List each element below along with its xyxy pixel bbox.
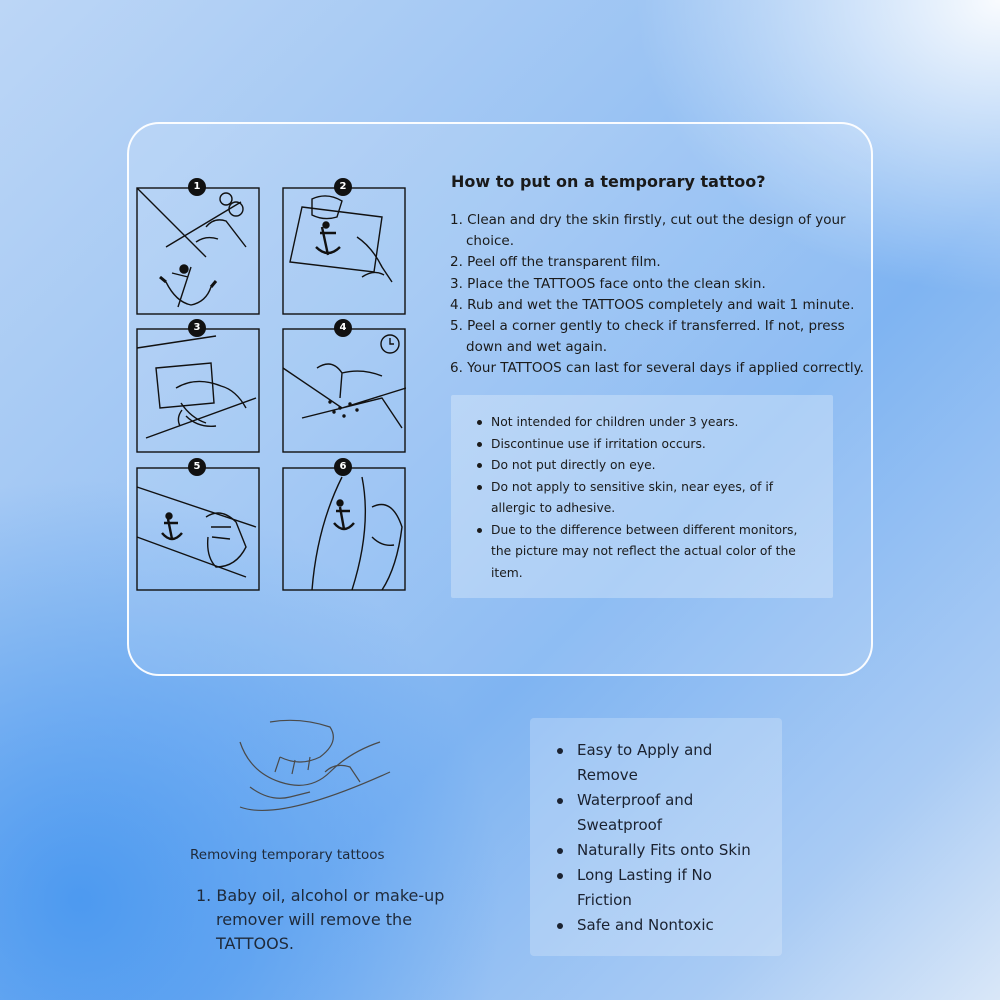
application-steps xyxy=(450,210,880,380)
features-list xyxy=(555,738,770,938)
feature-item: Easy to Apply and Remove xyxy=(555,738,770,788)
step-item: 4. Rub and wet the TATTOOS completely and wait 1 minute. xyxy=(450,296,855,313)
warning-item: Not intended for children under 3 years. xyxy=(473,412,818,434)
warnings-list xyxy=(473,412,818,584)
step-illustration-1 xyxy=(136,181,260,315)
removal-title: Removing temporary tattoos xyxy=(190,847,385,863)
step-number-badge: 2 xyxy=(334,178,352,196)
step-number-badge: 6 xyxy=(334,458,352,476)
feature-item: Long Lasting if No Friction xyxy=(555,863,770,913)
feature-item: Safe and Nontoxic xyxy=(555,913,770,938)
warning-item: Do not put directly on eye. xyxy=(473,455,818,477)
step-illustration-6 xyxy=(282,461,406,591)
step-number-badge: 5 xyxy=(188,458,206,476)
step-number-badge: 4 xyxy=(334,319,352,337)
step-item: 3. Place the TATTOOS face onto the clean skin. xyxy=(450,275,766,292)
step-item: 6. Your TATTOOS can last for several days if applied correctly. xyxy=(450,360,864,377)
feature-item: Waterproof and Sweatproof xyxy=(555,788,770,838)
step-item: 2. Peel off the transparent film. xyxy=(450,254,661,271)
instructions-title: How to put on a temporary tattoo? xyxy=(451,172,766,191)
removal-list xyxy=(196,884,456,956)
removal-hand-illustration xyxy=(220,712,400,836)
step-illustration-4 xyxy=(282,322,406,453)
removal-item: 1. Baby oil, alcohol or make-up remover will remove the TATTOOS. xyxy=(196,886,445,953)
step-number-badge: 3 xyxy=(188,319,206,337)
step-illustration-3 xyxy=(136,322,260,453)
warning-item: Do not apply to sensitive skin, near eyes, of if allergic to adhesive. xyxy=(473,477,818,520)
step-illustration-2 xyxy=(282,181,406,315)
step-number-badge: 1 xyxy=(188,178,206,196)
step-illustration-5 xyxy=(136,461,260,591)
warning-item: Due to the difference between different monitors, the picture may not reflect the actual color of the item. xyxy=(473,520,818,585)
warning-item: Discontinue use if irritation occurs. xyxy=(473,434,818,456)
feature-item: Naturally Fits onto Skin xyxy=(555,838,770,863)
step-item: 1. Clean and dry the skin firstly, cut out the design of your choice. xyxy=(450,212,846,250)
step-item: 5. Peel a corner gently to check if transferred. If not, press down and wet again. xyxy=(450,318,845,356)
